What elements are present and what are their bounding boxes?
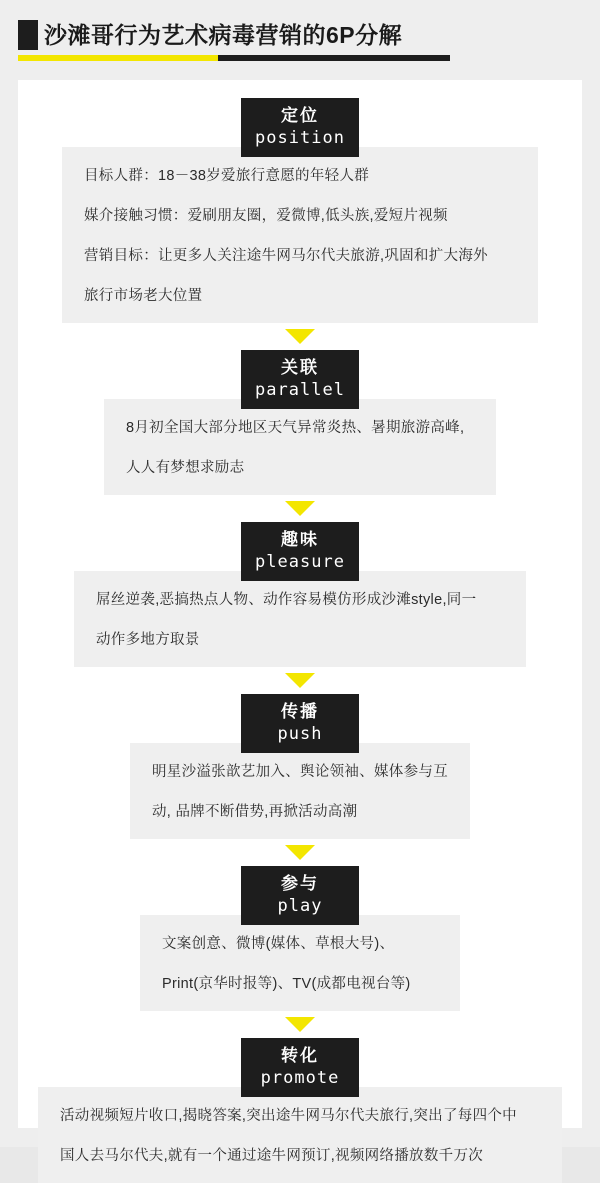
step-line: Print(京华时报等)、TV(成都电视台等) — [162, 976, 411, 992]
flow-arrow-icon — [285, 1017, 315, 1032]
title-bar — [18, 18, 408, 52]
flow-step-promote — [18, 1038, 582, 1183]
step-title-en: position — [255, 128, 345, 148]
step-body-parallel — [104, 399, 496, 495]
step-header-promote — [241, 1038, 359, 1097]
step-title-en: pleasure — [255, 552, 345, 572]
step-line: 明星沙溢张歆艺加入、舆论领袖、媒体参与互 — [152, 764, 448, 780]
step-title-cn: 传播 — [281, 702, 319, 721]
underline-yellow-segment — [18, 55, 218, 61]
step-line: 国人去马尔代夫,就有一个通过途牛网预订,视频网络播放数千万次 — [60, 1148, 484, 1164]
step-header-position — [241, 98, 359, 157]
step-line: 动作多地方取景 — [96, 632, 200, 648]
step-body-push — [130, 743, 470, 839]
step-body-promote — [38, 1087, 562, 1183]
step-header-parallel — [241, 350, 359, 409]
flow-arrow-icon — [285, 501, 315, 516]
step-title-cn: 定位 — [281, 106, 319, 125]
underline-dark-segment — [218, 55, 450, 61]
step-title-cn: 关联 — [281, 358, 319, 377]
step-line: 营销目标：让更多人关注途牛网马尔代夫旅游,巩固和扩大海外 — [84, 248, 488, 264]
step-line: 8月初全国大部分地区天气异常炎热、暑期旅游高峰, — [126, 420, 465, 436]
step-line: 屌丝逆袭,恶搞热点人物、动作容易模仿形成沙滩style,同一 — [96, 592, 477, 608]
flow-step-push — [18, 694, 582, 839]
step-body-play — [140, 915, 460, 1011]
step-body-pleasure — [74, 571, 526, 667]
flow-step-position — [18, 98, 582, 323]
step-title-cn: 趣味 — [281, 530, 319, 549]
step-line: 人人有梦想求励志 — [126, 460, 245, 476]
step-title-cn: 转化 — [281, 1046, 319, 1065]
flow-arrow-icon — [285, 329, 315, 344]
step-header-play — [241, 866, 359, 925]
flow-arrow-icon — [285, 673, 315, 688]
step-title-en: promote — [260, 1068, 340, 1088]
step-header-push — [241, 694, 359, 753]
flow-card — [18, 80, 582, 1164]
flow-step-parallel — [18, 350, 582, 495]
step-header-pleasure — [241, 522, 359, 581]
step-body-position — [62, 147, 538, 323]
flow-step-pleasure — [18, 522, 582, 667]
step-title-cn: 参与 — [281, 874, 319, 893]
step-line: 动, 品牌不断借势,再掀活动高潮 — [152, 804, 358, 820]
title-underline — [18, 55, 450, 61]
flow-step-play — [18, 866, 582, 1011]
step-line: 旅行市场老大位置 — [84, 288, 203, 304]
step-line: 目标人群：18－38岁爱旅行意愿的年轻人群 — [84, 168, 370, 184]
step-line: 活动视频短片收口,揭晓答案,突出途牛网马尔代夫旅行,突出了每四个中 — [60, 1108, 517, 1124]
step-title-en: play — [277, 896, 323, 916]
step-title-en: push — [277, 724, 323, 744]
step-line: 媒介接触习惯：爱刷朋友圈，爱微博,低头族,爱短片视频 — [84, 208, 448, 224]
flow-container — [18, 80, 582, 1183]
page-title: 沙滩哥行为艺术病毒营销的6P分解 — [44, 22, 403, 48]
step-title-en: parallel — [255, 380, 345, 400]
flow-arrow-icon — [285, 845, 315, 860]
step-line: 文案创意、微博(媒体、草根大号)、 — [162, 936, 395, 952]
header — [0, 0, 600, 70]
